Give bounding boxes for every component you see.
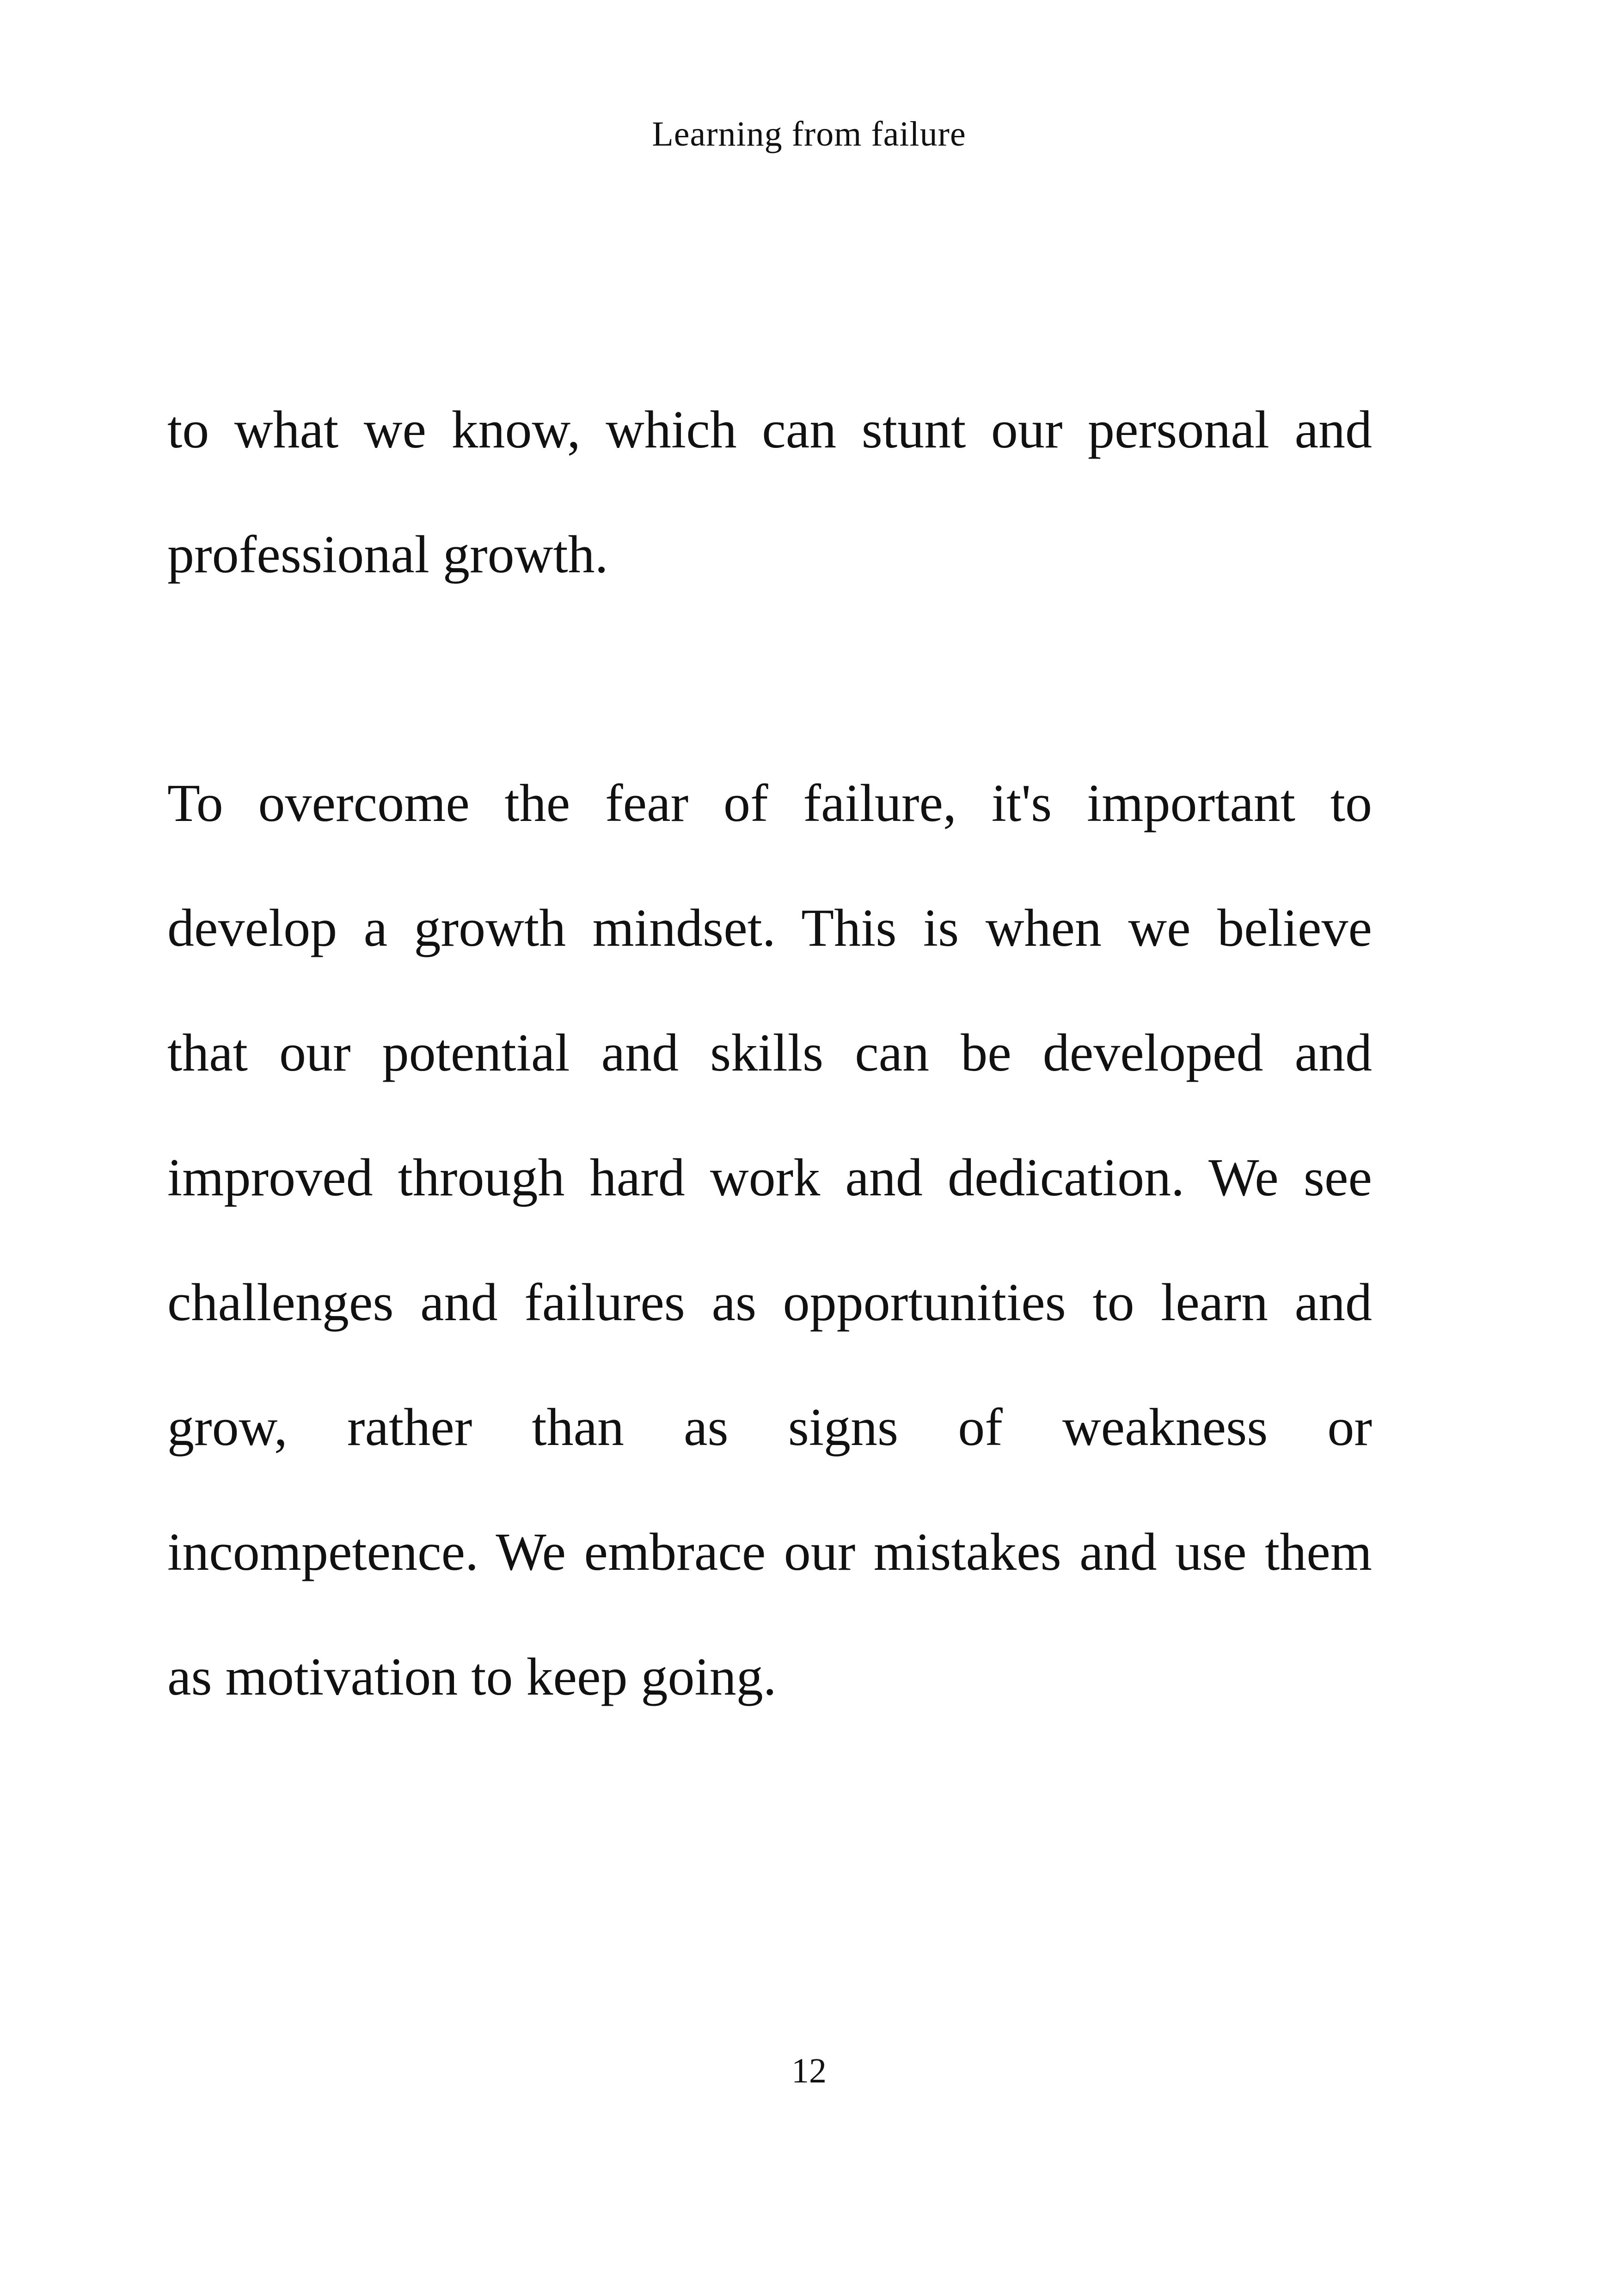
paragraph-line: incompetence. We embrace our mistakes and use them bbox=[167, 1523, 1372, 1582]
paragraph-line: To overcome the fear of failure, it's important to bbox=[167, 774, 1372, 833]
running-header-title: Learning from failure bbox=[652, 115, 966, 153]
paragraph-line: improved through hard work and dedication. We see bbox=[167, 1148, 1372, 1207]
paragraph-line: that our potential and skills can be developed and bbox=[167, 1023, 1372, 1083]
paragraph-line: to what we know, which can stunt our personal and bbox=[167, 400, 1372, 459]
paragraph-line: challenges and failures as opportunities to learn and bbox=[167, 1273, 1372, 1332]
paragraph-line: develop a growth mindset. This is when we believe bbox=[167, 899, 1372, 958]
page-number: 12 bbox=[791, 2051, 827, 2090]
paragraph-line: as motivation to keep going. bbox=[167, 1647, 777, 1707]
paragraph-line: professional growth. bbox=[167, 525, 608, 584]
paragraph-line: grow, rather than as signs of weakness or bbox=[167, 1398, 1372, 1457]
